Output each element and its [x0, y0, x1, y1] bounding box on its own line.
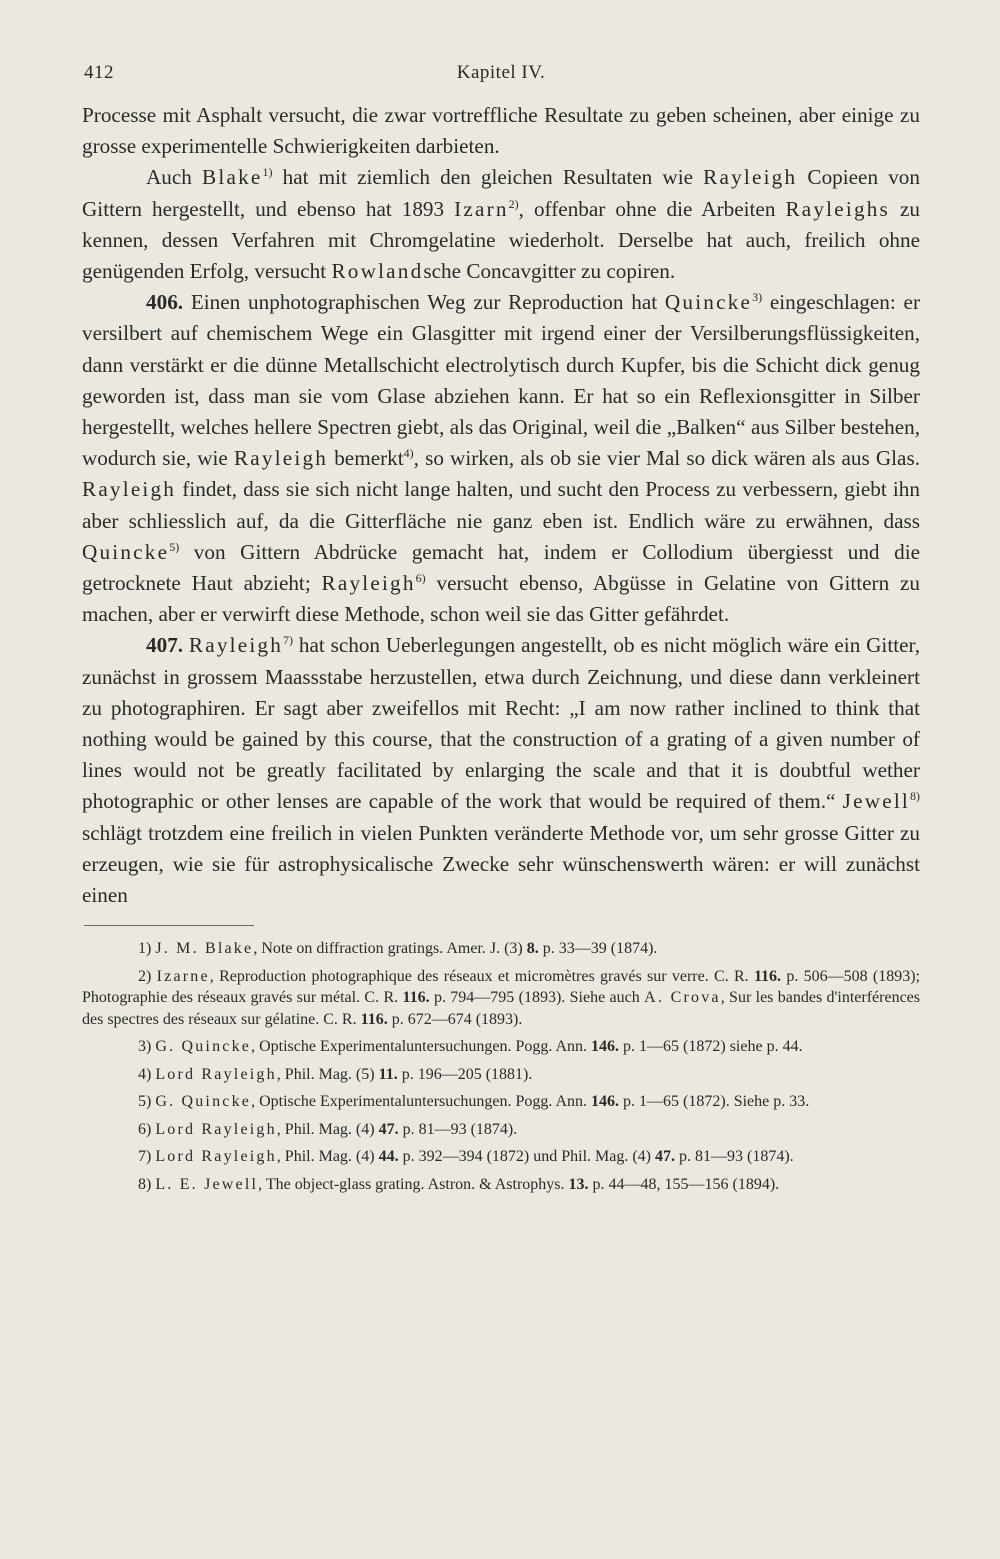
footnote: 3) G. Quincke, Optische Experimentaluntersuchungen. Pogg. Ann. 146. p. 1—65 (1872) siehe p. 44.: [138, 1038, 803, 1056]
paragraph-2: Auch Blake$^{1)}$ hat mit ziemlich den gleichen Resultaten wie Rayleigh Copieen von Gittern hergestellt, und ebenso hat 1893 Izarn$^{2)}$, offenbar ohne die Arbeiten Rayleighs zu kennen, dessen Verfahren mit Chromgelatine wiederholt. Derselbe hat auch, freilich ohne genügenden Erfolg, versucht Rowlandsche Concavgitter zu copiren.: [82, 165, 920, 284]
footnote: 6) Lord Rayleigh, Phil. Mag. (4) 47. p. 81—93 (1874).: [138, 1120, 518, 1138]
footnote: 8) L. E. Jewell, The object-glass grating. Astron. & Astrophys. 13. p. 44—48, 155—156 (1894).: [138, 1175, 780, 1193]
footnote-ref[interactable]: 2): [508, 196, 519, 211]
author-name: Rayleigh: [233, 446, 329, 471]
author-name: Rayleighs: [785, 196, 890, 221]
footnote-ref[interactable]: 6): [415, 571, 426, 586]
author-name: Rowland: [331, 259, 424, 284]
footnote: 1) J. M. Blake, Note on diffraction gratings. Amer. J. (3) 8. p. 33—39 (1874).: [138, 940, 658, 958]
author-name: Quincke: [664, 290, 753, 315]
footnote: 2) Izarne, Reproduction photographique des réseaux et micromètres gravés sur verre. C. R. 116. p. 506—508 (1893); Photographie des réseaux gravés sur métal. C. R. 116. p. 794—795 (1893). Siehe auch A. Crova, Sur les bandes d'interférences des spectres des réseaux sur gélatine. C. R. 116. p. 672—674 (1893).: [82, 967, 921, 1028]
section-number: 407.: [146, 633, 184, 658]
footnote-ref[interactable]: 8): [910, 789, 920, 804]
footnote-ref[interactable]: 3): [752, 290, 763, 305]
footnote: 5) G. Quincke, Optische Experimentaluntersuchungen. Pogg. Ann. 146. p. 1—65 (1872). Siehe p. 33.: [138, 1093, 810, 1111]
author-name: Jewell: [842, 789, 910, 814]
section-407: 407. Rayleigh$^{7)}$ hat schon Ueberlegungen angestellt, ob es nicht möglich wäre ein Gitter, zunächst in grossem Maassstabe herzustellen, etwa durch Zeichnung, und diese dann verkleinert zu photographiren. Er sagt aber zweifellos mit Recht: „I am now rather inclined to think that nothing would be gained by this course, that the construction of a grating of a given number of lines would not be greatly facilitated by enlarging the scale and that it is doubtful wether photographic or other lenses are capable of the work that would be required of them.“ Jewell$^{8)}$ schlägt trotzdem eine freilich in vielen Punkten veränderte Methode vor, um sehr grosse Gitter zu erzeugen, wie sie für astrophysicalische Zwecke sehr wünschenswerth wären: er will zunächst einen: [82, 633, 920, 908]
footnote: 7) Lord Rayleigh, Phil. Mag. (4) 44. p. 392—394 (1872) und Phil. Mag. (4) 47. p. 81—93 (1874).: [138, 1148, 794, 1166]
section-number: 406.: [146, 290, 184, 315]
author-name: Rayleigh: [703, 165, 798, 190]
author-name: Blake: [202, 165, 263, 190]
author-name: Rayleigh: [321, 571, 416, 596]
author-name: Rayleigh: [188, 633, 284, 658]
footnote-divider: [84, 925, 254, 926]
body-text: [82, 100, 920, 911]
section-406: 406. Einen unphotographischen Weg zur Reproduction hat Quincke$^{3)}$ eingeschlagen: er versilbert auf chemischem Wege ein Glasgitter mit irgend einer der Versilberungsflüssigkeiten, dann verstärkt er die dünne Metallschicht electrolytisch durch Kupfer, bis die Schicht dick genug geworden ist, dass man sie vom Glase abziehen kann. Er hat so ein Reflexionsgitter in Silber hergestellt, welches hellere Spectren giebt, als das Original, weil die „Balken“ aus Silber bestehen, wodurch sie, wie Rayleigh bemerkt$^{4)}$, so wirken, als ob sie vier Mal so dick wären als aus Glas. Rayleigh findet, dass sie sich nicht lange halten, und sucht den Process zu verbessern, giebt ihn aber schliesslich auf, da die Gitterfläche nie ganz eben ist. Endlich wäre zu erwähnen, dass Quincke$^{5)}$ von Gittern Abdrücke gemacht hat, indem er Collodium übergiesst und die getrocknete Haut abzieht; Rayleigh$^{6)}$ versucht ebenso, Abgüsse in Gelatine von Gittern zu machen, aber er verwirft diese Methode, schon weil sie das Gitter gefährdet.: [82, 290, 921, 627]
footnote-ref[interactable]: 7): [283, 633, 294, 648]
paragraph-1: Processe mit Asphalt versucht, die zwar vortreffliche Resultate zu geben scheinen, aber einige zu grosse experimentelle Schwierigkeiten darbieten.: [82, 103, 920, 159]
footnote-ref[interactable]: 1): [262, 165, 273, 180]
footnote: 4) Lord Rayleigh, Phil. Mag. (5) 11. p. 196—205 (1881).: [138, 1065, 533, 1083]
page-header: [82, 60, 920, 100]
author-name: Rayleigh: [82, 477, 177, 502]
footnote-ref[interactable]: 4): [403, 446, 414, 461]
footnote-ref[interactable]: 5): [169, 539, 180, 554]
page-number: 412: [84, 62, 114, 83]
author-name: Quincke: [82, 539, 170, 564]
author-name: Izarn: [454, 196, 509, 221]
running-head: Kapitel IV.: [456, 62, 546, 83]
footnotes: [82, 938, 920, 1195]
